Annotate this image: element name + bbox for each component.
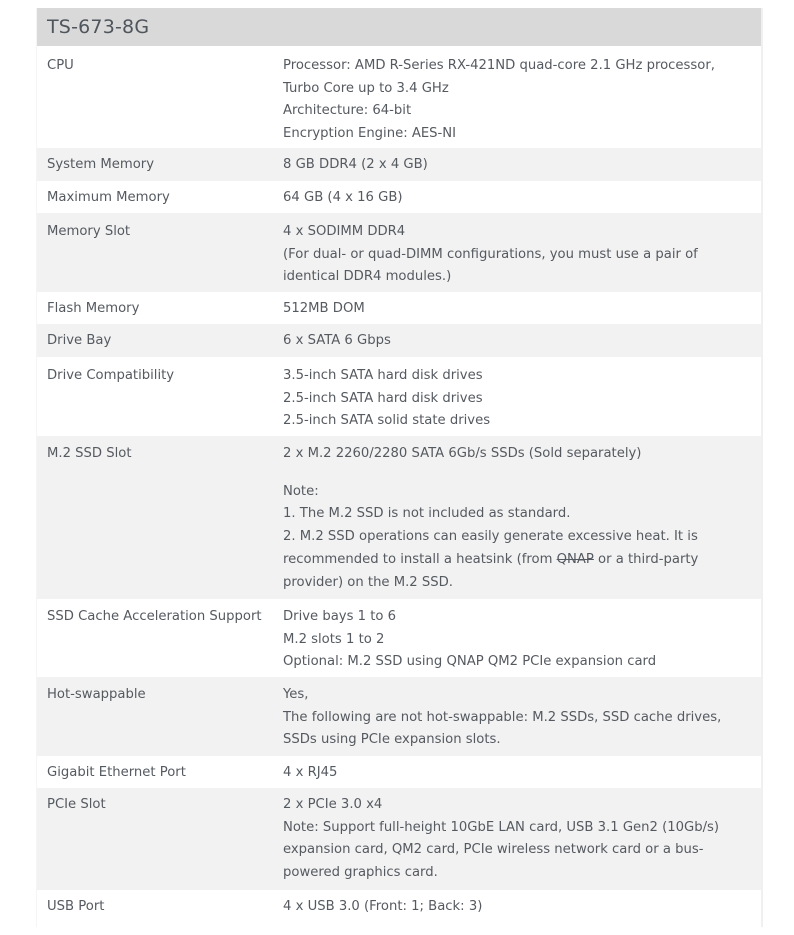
spec-label: PCIe Slot: [47, 797, 106, 812]
spec-value-line: 2. M.2 SSD operations can easily generate excessive heat. It is: [283, 529, 698, 545]
spec-label: SSD Cache Acceleration Support: [47, 609, 262, 624]
spec-value: [283, 55, 761, 148]
spec-label: Drive Bay: [47, 333, 112, 348]
spec-value-line: powered graphics card.: [283, 865, 438, 881]
spec-value-line: 2 x M.2 2260/2280 SATA 6Gb/s SSDs (Sold separately): [283, 446, 642, 461]
spec-value-line: 4 x RJ45: [283, 765, 338, 780]
spec-value-line: Drive bays 1 to 6: [283, 609, 397, 624]
spec-row-maximum-memory: [37, 181, 761, 213]
spec-value-line: 4 x SODIMM DDR4: [283, 224, 406, 239]
spec-value-line: 2.5-inch SATA solid state drives: [283, 413, 491, 429]
spec-value: [283, 365, 761, 436]
spec-value-line: 3.5-inch SATA hard disk drives: [283, 368, 483, 383]
spec-value: [283, 298, 761, 324]
spec-value-line: Yes,: [283, 687, 309, 702]
spec-row-pcie-slot: [37, 788, 761, 890]
spec-table-title: TS-673-8G: [37, 8, 761, 46]
spec-label: M.2 SSD Slot: [47, 446, 132, 461]
spec-row-m2-ssd-slot: [37, 436, 761, 599]
spec-value: [283, 330, 761, 357]
spec-value-line: provider) on the M.2 SSD.: [283, 574, 453, 590]
spec-value-spacer: [283, 466, 747, 481]
spec-row-ssd-cache: [37, 599, 761, 677]
spec-value-line: 4 x USB 3.0 (Front: 1; Back: 3): [283, 899, 483, 914]
spec-value: [283, 221, 761, 292]
spec-value-line: 2.5-inch SATA hard disk drives: [283, 390, 483, 406]
spec-value: [283, 684, 761, 756]
spec-value: [283, 187, 761, 213]
spec-row-hot-swappable: [37, 677, 761, 756]
spec-value-line: identical DDR4 modules.): [283, 269, 452, 285]
spec-value: [283, 762, 761, 788]
spec-value: [283, 606, 761, 677]
spec-value-line: Optional: M.2 SSD using QNAP QM2 PCIe expansion card: [283, 654, 657, 670]
spec-value-line: 2 x PCIe 3.0 x4: [283, 797, 383, 812]
spec-value-line: 512MB DOM: [283, 301, 365, 316]
qnap-strikethrough-text: QNAP: [556, 551, 594, 567]
spec-value: [283, 794, 761, 890]
spec-label: Maximum Memory: [47, 190, 170, 205]
heatsink-text-pre: recommended to install a heatsink (from: [283, 551, 557, 567]
spec-label: Memory Slot: [47, 224, 131, 239]
spec-row-memory-slot: [37, 213, 761, 292]
spec-row-usb-port: [37, 890, 761, 927]
spec-value: [283, 154, 761, 181]
spec-row-gigabit-ethernet: [37, 756, 761, 788]
spec-value-line: M.2 slots 1 to 2: [283, 631, 385, 647]
spec-value-line: Encryption Engine: AES-NI: [283, 126, 457, 142]
spec-value-line: The following are not hot-swappable: M.2 SSDs, SSD cache drives,: [283, 709, 722, 725]
spec-value-line: Note: Support full-height 10GbE LAN card, USB 3.1 Gen2 (10Gb/s): [283, 819, 720, 835]
spec-label: Drive Compatibility: [47, 368, 175, 383]
spec-value-line: 64 GB (4 x 16 GB): [283, 190, 403, 205]
spec-value-line: 6 x SATA 6 Gbps: [283, 333, 391, 348]
spec-value-line: Processor: AMD R-Series RX-421ND quad-core 2.1 GHz processor,: [283, 58, 715, 73]
spec-label: Gigabit Ethernet Port: [47, 765, 186, 780]
spec-value-line: (For dual- or quad-DIMM configurations, you must use a pair of: [283, 246, 698, 262]
spec-value-line: SSDs using PCIe expansion slots.: [283, 732, 501, 748]
spec-row-cpu: [37, 46, 761, 148]
spec-label: Hot-swappable: [47, 687, 146, 702]
spec-label: USB Port: [47, 899, 105, 914]
spec-value: [283, 443, 761, 599]
spec-table: [36, 8, 763, 927]
spec-label: CPU: [47, 58, 74, 73]
spec-value-line: expansion card, QM2 card, PCIe wireless network card or a bus-: [283, 842, 704, 858]
spec-value-line: Turbo Core up to 3.4 GHz: [283, 80, 449, 96]
spec-row-system-memory: [37, 148, 761, 181]
spec-value-line: 1. The M.2 SSD is not included as standard.: [283, 506, 571, 522]
spec-value-line: [283, 549, 747, 572]
spec-row-drive-compatibility: [37, 357, 761, 436]
heatsink-text-post: or a third-party: [593, 551, 699, 567]
spec-label: System Memory: [47, 157, 155, 172]
spec-value-line: Architecture: 64-bit: [283, 103, 412, 119]
spec-value-line: 8 GB DDR4 (2 x 4 GB): [283, 157, 428, 172]
spec-row-flash-memory: [37, 292, 761, 324]
spec-value-line: Note:: [283, 483, 319, 499]
spec-value: [283, 896, 761, 927]
spec-row-drive-bay: [37, 324, 761, 357]
spec-label: Flash Memory: [47, 301, 140, 316]
